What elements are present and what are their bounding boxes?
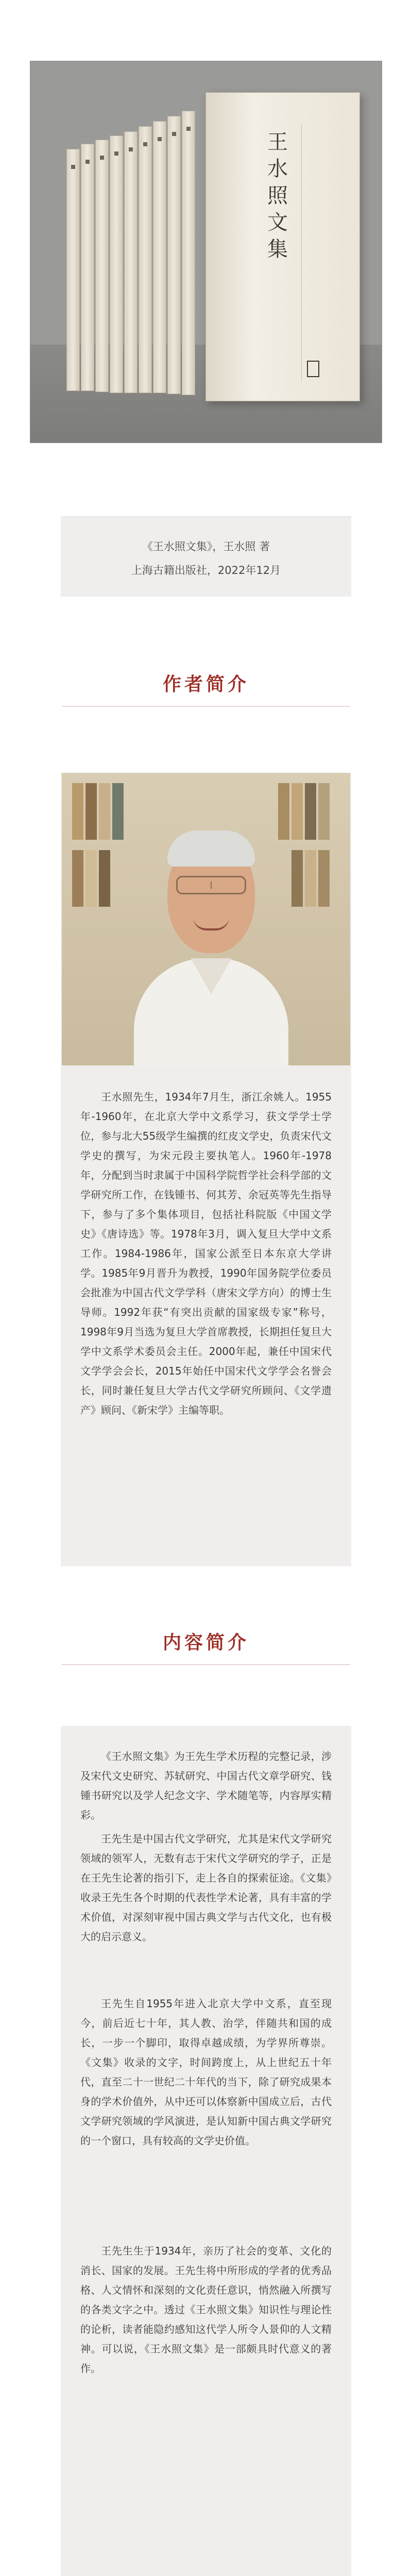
book-spine — [182, 111, 195, 395]
book-front-cover — [205, 92, 360, 401]
content-paragraph: 王先生是中国古代文学研究，尤其是宋代文学研究领域的领军人，无数有志于宋代文学研究的学子，正是在王先生论著的指引下，走上各自的探索征途。《文集》收录王先生各个时期的代表性学术论著，具有丰富的学术价值，对深刻审视中国古典文学与古代文化，也有极大的启示意义。 — [80, 1833, 332, 1943]
content-heading: 内容简介 — [162, 1632, 249, 1653]
author-portrait — [62, 773, 350, 1065]
book-spine — [167, 116, 181, 394]
author-heading: 作者简介 — [162, 674, 249, 695]
content-paragraph: 王先生自1955年进入北京大学中文系，直至现今，前后近七十年，其人教、治学，伴随共和国的成长，一步一个脚印，取得卓越成绩，为学界所尊崇。《文集》收录的文字，时间跨度上，从上世纪五十年代，直至二十一世纪二十年代的当下，除了研究成果本身的学术价值外，从中还可以体察新中国成立后，古代文学研究领域的学风演进，是认知新中国古典文学研究的一个窗口，具有较高的文学史价值。 — [80, 1997, 332, 2147]
book-spine — [139, 126, 152, 393]
cover-rule — [301, 124, 302, 381]
heading-divider — [62, 706, 350, 707]
book-spine — [81, 144, 94, 391]
book-spine — [66, 149, 80, 391]
cover-title: 王水照文集 — [267, 130, 289, 261]
book-spine — [110, 135, 123, 393]
content-card — [61, 1726, 351, 2576]
book-spine — [124, 131, 138, 393]
cover-seal-icon — [307, 361, 319, 377]
book-caption — [61, 516, 351, 597]
heading-divider — [62, 1664, 350, 1665]
hero-section — [0, 0, 412, 474]
caption-publisher: 上海古籍出版社，2022年12月 — [131, 564, 281, 577]
caption-title: 《王水照文集》，王水照 著 — [142, 540, 270, 553]
author-bio-paragraph: 王水照先生，1934年7月生，浙江余姚人。1955年-1960年，在北京大学中文系学习，获文学学士学位，参与北大55级学生编撰的红皮文学史，负责宋代文学史的撰写，为宋元段主要执笔人。1960年-1978年，分配到当时隶属于中国科学院哲学社会科学部的文学研究所工作，在钱锺书、何其芳、余冠英等先生指导下，参与了多个集体项目，包括社科院版《中国文学史》《唐诗选》等。1978年3月，调入复旦大学中文系工作。1984-1986年，国家公派至日本东京大学讲学。1985年9月晋升为教授，1990年国务院学位委员会批准为中国古代文学学科（唐宋文学方向）的博士生导师。1992年获“有突出贡献的国家级专家”称号，1998年9月当选为复旦大学首席教授，长期担任复旦大学中文系学术委员会主任。2000年起，兼任中国宋代文学学会会长，2015年始任中国宋代文学学会名誉会长，同时兼任复旦大学古代文学研究所顾问、《文学遗产》顾问、《新宋学》主编等职。 — [80, 1091, 332, 1416]
content-paragraph: 《王水照文集》为王先生学术历程的完整记录，涉及宋代文史研究、苏轼研究、中国古代文章学研究、钱锺书研究以及学人纪念文字、学术随笔等，内容厚实精彩。 — [80, 1750, 332, 1821]
book-spine — [95, 140, 109, 392]
content-paragraph: 王先生生于1934年，亲历了社会的变革、文化的消长、国家的发展。王先生将中所形成的学者的优秀品格、人文情怀和深刻的文化责任意识，悄然融入所撰写的各类文字之中。透过《王水照文集》知识性与理论性的论析，读者能隐约感知这代学人所令人景仰的人文精神。可以说，《王水照文集》是一部颇具时代意义的著作。 — [80, 2245, 332, 2375]
portrait-hair — [167, 831, 255, 867]
author-card — [61, 773, 351, 1566]
book-set-photo — [30, 61, 382, 443]
book-spine — [153, 121, 166, 393]
book-stack — [66, 92, 355, 412]
glasses-icon — [176, 876, 246, 894]
